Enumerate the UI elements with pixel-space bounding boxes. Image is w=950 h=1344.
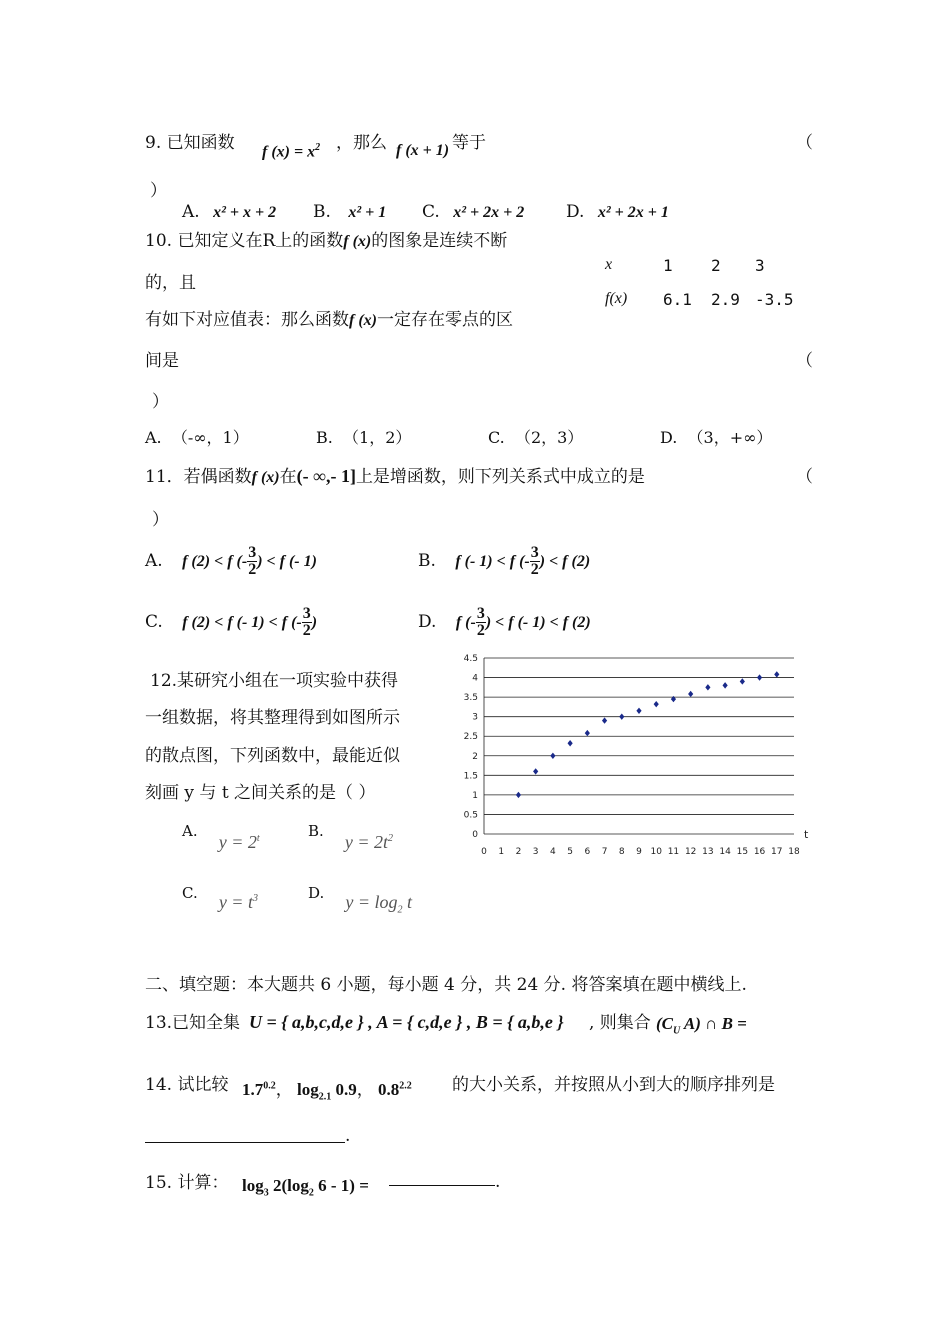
x-tick-label: 4 <box>550 847 556 857</box>
q13-sets: U = { a,b,c,d,e } , A = { c,d,e } , B = { a,b,e } <box>249 1012 564 1032</box>
q9-option-c[interactable]: C. x² + 2x + 2 <box>422 202 525 222</box>
q10-paren-left: （ <box>796 351 813 371</box>
data-point <box>723 682 728 688</box>
q10-option-c[interactable]: C. （2，3） <box>488 428 584 447</box>
x-tick-label: 6 <box>584 847 591 857</box>
chart-y-ticks <box>464 654 479 840</box>
q11-option-b[interactable]: B. f (- 1) < f (- $\frac{3}{2}$ ) < f (2) <box>418 544 591 578</box>
q14-tail: 的大小关系，并按照从小到大的顺序排列是 <box>452 1075 775 1095</box>
q12-option-d[interactable]: D. $y = \log_2 t$ <box>308 884 413 916</box>
q15-answer-blank[interactable] <box>389 1172 495 1186</box>
data-point <box>602 717 607 723</box>
q12-option-c[interactable]: C. $y = t^3$ <box>182 884 258 912</box>
y-tick-label: 3.5 <box>463 693 478 704</box>
q10-value-table <box>604 248 802 316</box>
q14-end: . <box>345 1126 351 1146</box>
q14-values: $1.7^{0.2}$， $\log_{2.1} 0.9$， $0.8^{2.2}$ <box>242 1080 412 1103</box>
q10-line2: 的，且 <box>145 273 196 293</box>
chart-points <box>516 671 780 798</box>
data-point <box>705 684 710 690</box>
x-tick-label: 13 <box>702 847 714 857</box>
x-tick-label: 0 <box>481 847 487 857</box>
scatter-chart <box>448 648 818 864</box>
q9-paren-left: （ <box>796 133 813 153</box>
x-tick-label: 15 <box>736 847 749 857</box>
y-tick-label: 2 <box>472 751 478 762</box>
x-tick-label: 1 <box>498 847 505 857</box>
x-tick-label: 18 <box>788 847 800 857</box>
q11-option-c[interactable]: C. f (2) < f (- 1) < f (- $\frac{3}{2}$ ) <box>145 605 318 639</box>
data-point <box>619 713 624 719</box>
q9-option-d[interactable]: D. x² + 2x + 1 <box>566 202 669 222</box>
y-tick-label: 0 <box>472 830 478 840</box>
chart-x-ticks <box>481 847 800 857</box>
q12-line2: 一组数据，将其整理得到如图所示 <box>145 708 400 728</box>
q9-fx1: f (x + 1) <box>396 142 450 159</box>
y-tick-label: 2.5 <box>463 732 478 743</box>
q9-stem: 9. 已知函数 <box>145 133 235 153</box>
section2-heading: 二、填空题：本大题共 6 小题，每小题 4 分，共 24 分. 将答案填在题中横线上. <box>145 975 747 995</box>
q10-paren-right: ） <box>152 392 169 412</box>
data-point <box>568 740 573 746</box>
q11-paren-right: ） <box>152 510 169 530</box>
q9-paren-right: ） <box>150 181 167 201</box>
q11-option-a[interactable]: A. f (2) < f (- $\frac{3}{2}$ ) < f (- 1) <box>145 544 317 578</box>
data-point <box>774 671 779 677</box>
y-tick-label: 4 <box>472 673 478 684</box>
q10-option-a[interactable]: A. （-∞，1） <box>145 428 249 447</box>
q15-end: . <box>495 1172 501 1192</box>
q9-tail: 等于 <box>452 133 486 153</box>
q12-line4: 刻画 y 与 t 之间关系的是（ ） <box>145 783 376 803</box>
x-tick-label: 12 <box>684 847 697 857</box>
q15-expr: $\log_3 2(\log_2$ 6 - 1) = <box>242 1176 369 1199</box>
q9-option-b[interactable]: B. x² + 1 <box>313 202 387 222</box>
q14-answer-blank[interactable] <box>145 1128 345 1143</box>
data-point <box>757 674 762 680</box>
table-head-x: x <box>605 256 613 273</box>
data-point <box>533 768 538 774</box>
y-tick-label: 0.5 <box>463 810 478 821</box>
x-tick-label: 14 <box>719 847 731 857</box>
data-point <box>516 792 521 798</box>
q10-line3: 有如下对应值表：那么函数f (x)一定存在零点的区 <box>145 310 513 330</box>
table-head-fx: f(x) <box>605 290 628 307</box>
chart-x-label: t <box>804 828 809 841</box>
x-tick-label: 9 <box>636 847 642 857</box>
q11-paren-left: （ <box>796 467 813 487</box>
data-point <box>585 730 590 736</box>
table-cell: 2.9 <box>711 289 740 309</box>
chart-grid <box>484 658 794 834</box>
q12-option-a[interactable]: A. $y = 2^t$ <box>182 822 260 852</box>
x-tick-label: 5 <box>567 847 573 857</box>
q11-stem: 11．若偶函数f (x)在(- ∞,- 1]上是增函数，则下列关系式中成立的是 <box>145 466 645 487</box>
table-cell: -3.5 <box>755 289 794 309</box>
table-cell: 1 <box>663 255 673 275</box>
q10-option-b[interactable]: B. （1，2） <box>316 428 412 447</box>
q9-mid: ，那么 <box>336 133 387 153</box>
table-cell: 2 <box>711 255 721 275</box>
x-tick-label: 7 <box>601 847 608 857</box>
data-point <box>688 691 693 697</box>
x-tick-label: 10 <box>650 847 662 857</box>
x-tick-label: 17 <box>771 847 783 857</box>
data-point <box>550 753 555 759</box>
q14-stem: 14. 试比较 <box>145 1075 229 1095</box>
data-point <box>654 701 659 707</box>
q10-line1: 10. 已知定义在R上的函数f (x)的图象是连续不断 <box>145 231 508 251</box>
q12-line1: 12.某研究小组在一项实验中获得 <box>150 671 399 691</box>
y-tick-label: 3 <box>472 712 478 723</box>
q11-option-d[interactable]: D. f (- $\frac{3}{2}$ ) < f (- 1) < f (2) <box>418 605 591 639</box>
x-tick-label: 2 <box>515 847 522 857</box>
x-tick-label: 8 <box>618 847 625 857</box>
table-cell: 6.1 <box>663 289 692 309</box>
q9-option-a[interactable]: A. x² + x + 2 <box>182 202 277 222</box>
table-cell: 3 <box>755 255 765 275</box>
x-tick-label: 11 <box>667 847 680 857</box>
data-point <box>636 708 641 714</box>
q13-tail: , 则集合 <box>589 1013 651 1033</box>
y-tick-label: 1.5 <box>463 771 478 782</box>
q12-line3: 的散点图，下列函数中，最能近似 <box>145 746 400 766</box>
q15-stem: 15. 计算： <box>145 1173 229 1193</box>
q10-line4: 间是 <box>145 351 179 371</box>
q9-fx: f $(x) = x^2$ <box>262 142 321 161</box>
q12-option-b[interactable]: B. $y = 2t^2$ <box>308 822 394 852</box>
q13-stem: 13.已知全集 <box>145 1013 241 1033</box>
data-point <box>740 678 745 684</box>
x-tick-label: 3 <box>532 847 539 857</box>
x-tick-label: 16 <box>753 847 766 857</box>
y-tick-label: 1 <box>472 790 478 801</box>
q13-expr: ($C_U$ A) ∩ B = <box>656 1014 747 1037</box>
q10-option-d[interactable]: D. （3，+∞） <box>660 428 773 447</box>
y-tick-label: 4.5 <box>463 654 478 664</box>
